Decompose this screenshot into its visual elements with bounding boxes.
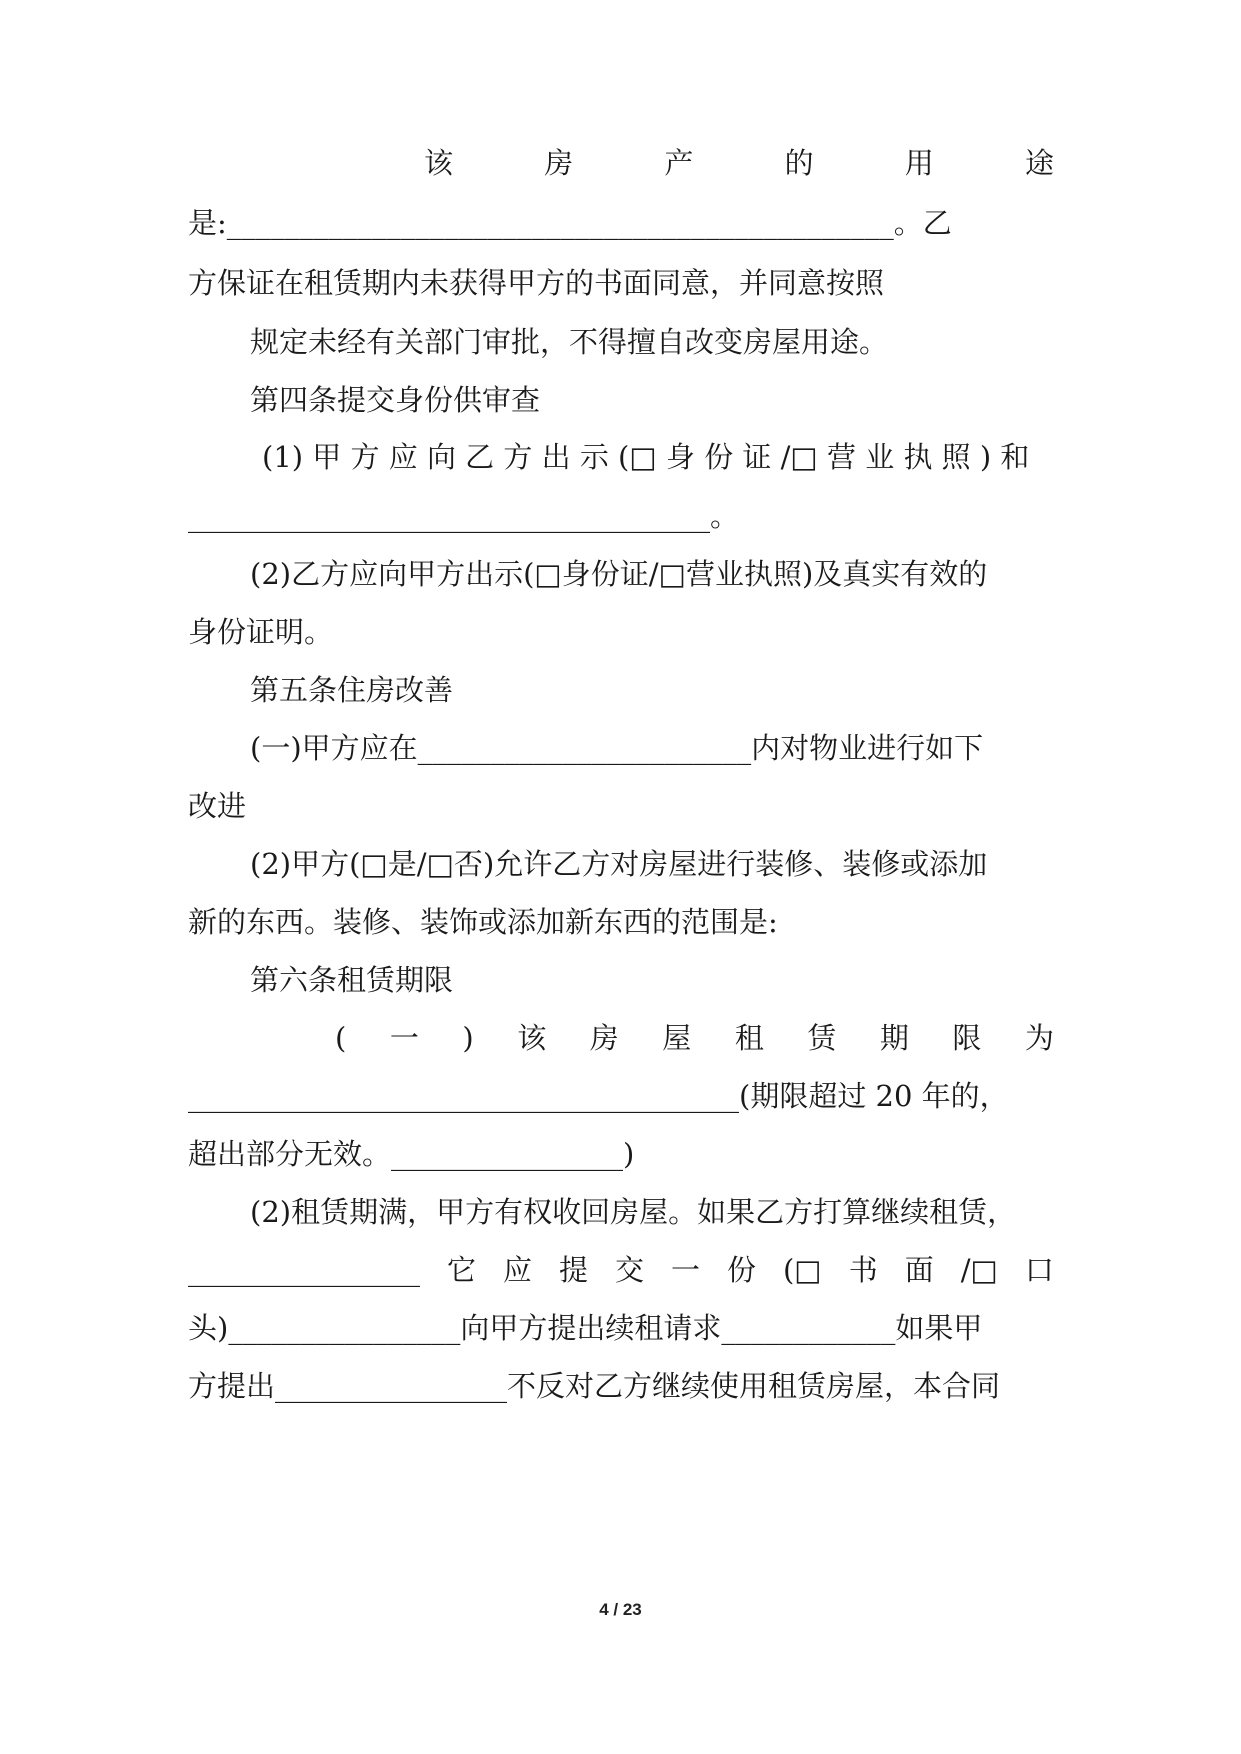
spread-token: 屋 [662,1021,692,1055]
article-4-heading: 第四条提交身份供审查 [250,383,541,417]
spread-token: 该 [424,146,454,180]
spread-token: 限 [952,1021,982,1055]
spread-token: 提 [558,1253,588,1287]
spread-token: 途 [1024,146,1054,180]
paragraph-line-21: 头)________________向甲方提出续租请求____________如果甲 [188,1311,983,1345]
spread-token: /□ [960,1253,998,1287]
paragraph-line-3: 方保证在租赁期内未获得甲方的书面同意，并同意按照 [188,266,885,300]
spread-token: 租 [734,1021,764,1055]
spread-token: 用 [904,146,934,180]
paragraph-line-1 [424,143,1054,183]
paragraph-line-11: (一)甲方应在_______________________内对物业进行如下 [250,731,984,765]
page-number: 4 / 23 [599,1600,642,1619]
paragraph-line-4: 规定未经有关部门审批，不得擅自改变房屋用途。 [250,325,889,359]
paragraph-line-12: 改进 [188,789,247,823]
spread-token: ) [462,1021,474,1055]
spread-token: (□ [782,1253,822,1287]
spread-token: 期 [879,1021,909,1055]
spread-token: 它 [446,1253,476,1287]
paragraph-line-22: 方提出________________不反对乙方继续使用租赁房屋，本合同 [188,1369,1001,1403]
article-6-heading: 第六条租赁期限 [250,963,454,997]
spread-token: 赁 [807,1021,837,1055]
spread-token: 为 [1024,1021,1054,1055]
spread-token: 房 [589,1021,619,1055]
spread-token: 一 [670,1253,700,1287]
spread-token: 一 [389,1021,419,1055]
paragraph-line-19: (2)租赁期满，甲方有权收回房屋。如果乙方打算继续租赁， [250,1195,1017,1229]
spread-token: 口 [1024,1253,1054,1287]
paragraph-line-14: 新的东西。装修、装饰或添加新东西的范围是: [188,905,778,939]
paragraph-line-6: (1) 甲 方 应 向 乙 方 出 示 (□ 身 份 证 /□ 营 业 执 照 ) 和 [262,440,1030,474]
spread-token: 书 [848,1253,878,1287]
article-5-heading: 第五条住房改善 [250,673,454,707]
spread-token: ( [335,1021,347,1055]
spread-token: 面 [904,1253,934,1287]
spread-token: 应 [502,1253,532,1287]
spread-token: 交 [614,1253,644,1287]
spread-token: 份 [726,1253,756,1287]
paragraph-line-13: (2)甲方(□是/□否)允许乙方对房屋进行装修、装修或添加 [250,847,988,881]
spread-token: 产 [664,146,694,180]
paragraph-line-2: 是:______________________________________________。乙 [188,206,952,240]
paragraph-line-16 [335,1018,1054,1058]
spread-token: ________________ [188,1253,420,1287]
paragraph-line-9: 身份证明。 [188,615,334,649]
spread-token: 的 [784,146,814,180]
spread-token: 房 [544,146,574,180]
paragraph-line-7: ____________________________________。 [188,499,740,533]
paragraph-line-8: (2)乙方应向甲方出示(□身份证/□营业执照)及真实有效的 [250,557,988,591]
paragraph-line-20 [188,1250,1054,1290]
paragraph-line-18: 超出部分无效。________________) [188,1137,635,1171]
spread-token: 该 [517,1021,547,1055]
paragraph-line-17: ______________________________________(期限超过 20 年的， [188,1079,1009,1113]
